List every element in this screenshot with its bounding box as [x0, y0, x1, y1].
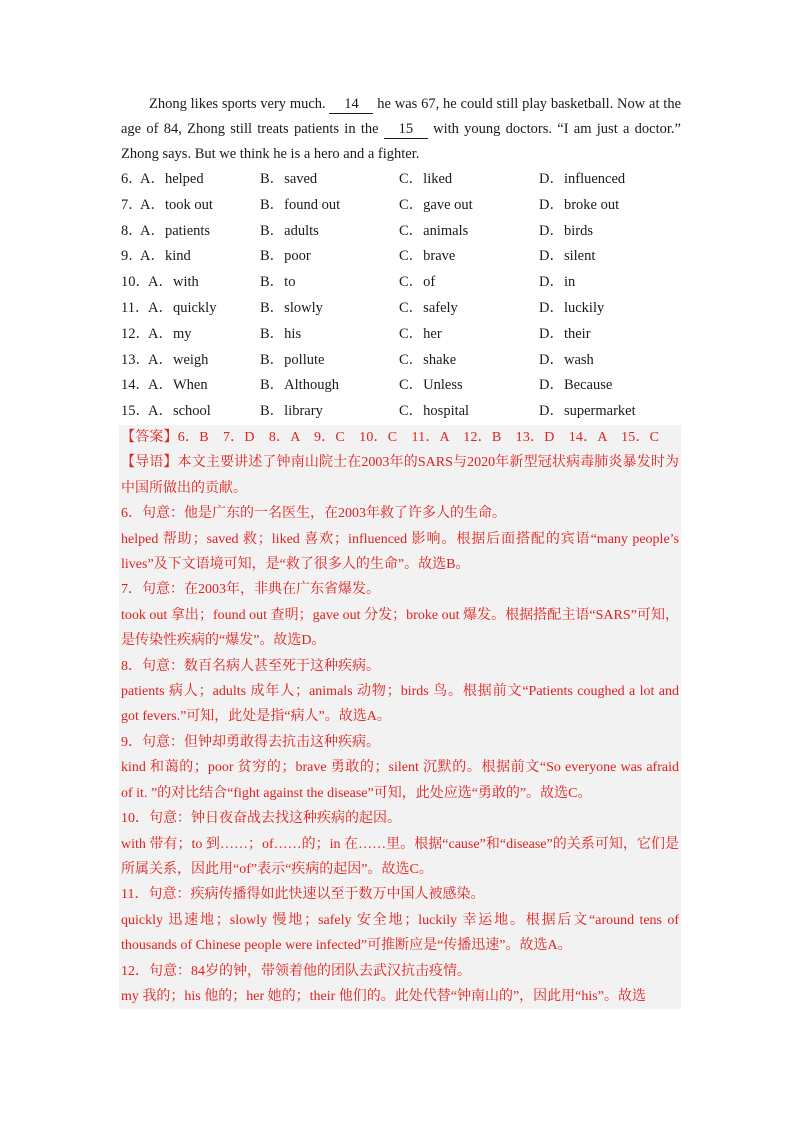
question-number: 9．	[121, 248, 143, 265]
option-row-13	[121, 348, 681, 374]
option-b: B．his	[260, 325, 302, 342]
option-row-12	[121, 322, 681, 348]
option-d: D．wash	[539, 351, 594, 368]
q6-meaning: 6．句意：他是广东的一名医生，在2003年救了许多人的生命。	[121, 506, 506, 522]
answer-analysis-block	[119, 425, 681, 1009]
q10-explanation: with 带有；to 到……；of……的；in 在……里。根据“cause”和“disease”的关系可知，它们是所属关系，因此用“of”表示“疾病的起因”。故选C。	[121, 836, 679, 877]
blank-14: 14	[329, 95, 373, 114]
option-b: B．pollute	[260, 351, 325, 368]
option-c: C．of	[399, 274, 436, 291]
option-a: A．took out	[140, 196, 213, 213]
q12-explanation: my 我的；his 他的；her 她的；their 他们的。此处代替“钟南山的”，因此用“his”。故选	[121, 988, 646, 1004]
option-d: D．Because	[539, 377, 613, 394]
option-b: B．found out	[260, 196, 341, 213]
option-b: B．saved	[260, 171, 318, 187]
q7-meaning: 7．句意：在2003年，非典在广东省爆发。	[121, 582, 380, 598]
option-c: C．Unless	[399, 377, 463, 394]
option-a: A．When	[148, 377, 208, 394]
question-number: 11．	[121, 299, 150, 316]
option-b: B．poor	[260, 248, 311, 265]
option-row-8	[121, 219, 681, 245]
option-b: B．library	[260, 403, 323, 420]
question-number: 15．	[121, 403, 150, 420]
question-number: 10．	[121, 274, 150, 291]
blank-15: 15	[384, 120, 428, 139]
option-a: A．my	[148, 325, 192, 342]
option-a: A．weigh	[148, 351, 209, 368]
option-c: C．her	[399, 325, 442, 342]
option-d: D．broke out	[539, 196, 620, 213]
question-number: 8．	[121, 222, 143, 239]
option-row-6	[121, 167, 681, 193]
q9-explanation: kind 和蔼的；poor 贫穷的；brave 勇敢的；silent 沉默的。根据前文“So everyone was afraid of it. ”的对比结合“fight against the disease”可知，此处应选“勇敢的”。故选C。	[121, 760, 679, 801]
option-d: D．in	[539, 274, 576, 291]
option-a: A．with	[148, 274, 199, 291]
q8-meaning: 8．句意：数百名病人甚至死于这种疾病。	[121, 658, 380, 674]
option-b: B．adults	[260, 222, 319, 239]
q11-explanation: quickly 迅速地；slowly 慢地；safely 安全地；luckily 幸运地。根据后文“around tens of thousands of Chinese people were infected”可推断应是“传播迅速”。故选A。	[121, 912, 679, 954]
question-number: 6．	[121, 171, 143, 187]
question-number: 14．	[121, 377, 150, 394]
option-a: A．kind	[140, 248, 191, 265]
option-c: C．animals	[399, 222, 469, 239]
q7-explanation: took out 拿出；found out 查明；gave out 分发；broke out 爆发。根据搭配主语“SARS”可知，是传染性疾病的“爆发”。故选D。	[121, 607, 679, 649]
question-number: 13．	[121, 351, 150, 368]
option-row-9	[121, 244, 681, 270]
option-b: B．slowly	[260, 299, 323, 316]
passage-text-1: Zhong likes sports very much.	[149, 96, 330, 112]
option-d: D．supermarket	[539, 403, 636, 420]
option-b: B．Although	[260, 377, 339, 394]
option-row-7	[121, 193, 681, 219]
option-row-11	[121, 296, 681, 322]
option-a: A．quickly	[148, 299, 217, 316]
option-a: A．patients	[140, 222, 211, 239]
question-number: 7．	[121, 196, 143, 213]
passage-text-2: he was 67, he could still play basketball. Now at the age of 84, Zhong still treats patients in the	[121, 96, 682, 137]
option-d: D．their	[539, 325, 591, 342]
option-c: C．brave	[399, 248, 456, 265]
option-c: C．gave out	[399, 196, 473, 213]
answer-key: 【答案】6．B 7．D 8．A 9．C 10．C 11．A 12．B 13．D 14．A 15．C	[121, 430, 660, 445]
option-d: D．birds	[539, 222, 593, 239]
option-d: D．silent	[539, 248, 596, 265]
option-row-10	[121, 270, 681, 296]
q10-meaning: 10．句意：钟日夜奋战去找这种疾病的起因。	[121, 811, 401, 827]
question-number: 12．	[121, 325, 150, 342]
option-b: B．to	[260, 274, 296, 291]
option-c: C．hospital	[399, 403, 470, 420]
option-a: A．helped	[140, 171, 204, 187]
option-c: C．safely	[399, 299, 458, 316]
option-c: C．shake	[399, 351, 457, 368]
q9-meaning: 9．句意：但钟却勇敢得去抗击这种疾病。	[121, 734, 380, 750]
option-c: C．liked	[399, 171, 453, 187]
guide-text: 【导语】本文主要讲述了钟南山院士在2003年的SARS与2020年新型冠状病毒肺炎暴发时为中国所做出的贡献。	[121, 455, 679, 496]
passage-paragraph	[121, 92, 681, 167]
q12-meaning: 12．句意：84岁的钟，带领着他的团队去武汉抗击疫情。	[121, 963, 471, 979]
q8-explanation: patients 病人；adults 成年人；animals 动物；birds 鸟。根据前文“Patients coughed a lot and got fevers.”可知，此处是指“病人”。故选A。	[121, 684, 679, 725]
q11-meaning: 11．句意：疾病传播得如此快速以至于数万中国人被感染。	[121, 887, 485, 903]
option-row-14	[121, 373, 681, 399]
option-row-15	[121, 399, 681, 425]
option-d: D．luckily	[539, 299, 605, 316]
q6-explanation: helped 帮助；saved 救；liked 喜欢；influenced 影响。根据后面搭配的宾语“many people’s lives”及下文语境可知，是“救了很多人的生命”。故选B。	[121, 531, 679, 573]
option-d: D．influenced	[539, 171, 626, 187]
option-a: A．school	[148, 403, 211, 420]
passage-text-3: with young doctors. “I am just a doctor.” Zhong says. But we think he is a hero and a fighter.	[121, 121, 681, 162]
options-list	[121, 167, 681, 425]
